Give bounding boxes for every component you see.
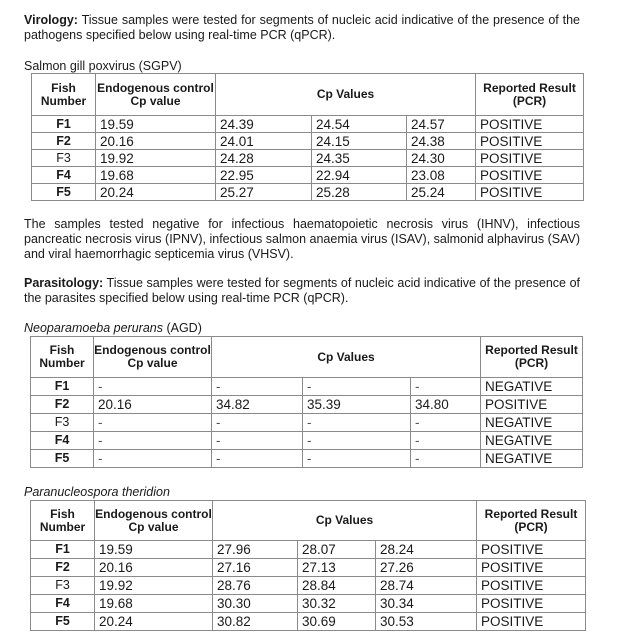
cp-value-3: 30.53: [376, 613, 477, 631]
cp-value-1: 24.39: [216, 116, 312, 133]
cp-value-1: -: [212, 414, 303, 432]
table-row: [31, 396, 583, 414]
header-endogenous-control: Endogenous control Cp value: [96, 74, 216, 116]
cp-value-1: 25.27: [216, 184, 312, 201]
endogenous-cp: -: [94, 432, 212, 450]
fish-number: F3: [31, 577, 95, 595]
cp-value-3: 24.57: [407, 116, 476, 133]
cp-value-3: -: [411, 450, 481, 468]
fish-number: F1: [31, 541, 95, 559]
reported-result: POSITIVE: [477, 613, 586, 631]
fish-number: F1: [31, 378, 94, 396]
virology-paragraph: [24, 13, 580, 43]
table-row: [31, 613, 586, 631]
parasitology-heading: Parasitology:: [24, 276, 104, 290]
cp-value-3: 24.30: [407, 150, 476, 167]
fish-number: F5: [31, 450, 94, 468]
reported-result: NEGATIVE: [481, 450, 583, 468]
reported-result: POSITIVE: [481, 396, 583, 414]
table-row: [32, 133, 584, 150]
cp-value-1: 27.96: [213, 541, 298, 559]
cp-value-2: 35.39: [303, 396, 411, 414]
endogenous-cp: 19.92: [95, 577, 213, 595]
reported-result: POSITIVE: [477, 541, 586, 559]
cp-value-2: 30.32: [298, 595, 376, 613]
reported-result: POSITIVE: [476, 133, 584, 150]
cp-value-3: -: [411, 432, 481, 450]
header-endogenous-control: Endogenous control Cp value: [94, 337, 212, 378]
endogenous-cp: 20.16: [94, 396, 212, 414]
header-cp-values: Cp Values: [212, 337, 481, 378]
endogenous-cp: 20.16: [96, 133, 216, 150]
endogenous-cp: 20.16: [95, 559, 213, 577]
endogenous-cp: 19.59: [96, 116, 216, 133]
cp-value-2: 28.84: [298, 577, 376, 595]
fish-number: F4: [32, 167, 96, 184]
header-reported-result: Reported Result (PCR): [477, 501, 586, 541]
fish-number: F4: [31, 595, 95, 613]
cp-value-1: -: [212, 432, 303, 450]
sgpv-results-table: [31, 73, 584, 201]
cp-value-3: 34.80: [411, 396, 481, 414]
endogenous-cp: 19.92: [96, 150, 216, 167]
cp-value-1: 24.28: [216, 150, 312, 167]
cp-value-3: 24.38: [407, 133, 476, 150]
table-row: [32, 150, 584, 167]
agd-caption-suffix: (AGD): [162, 321, 202, 335]
header-fish-number: Fish Number: [31, 501, 95, 541]
cp-value-2: 24.35: [312, 150, 407, 167]
fish-number: F3: [32, 150, 96, 167]
cp-value-3: 28.24: [376, 541, 477, 559]
table-row: [32, 167, 584, 184]
table-row: [31, 432, 583, 450]
cp-value-1: 27.16: [213, 559, 298, 577]
cp-value-1: 22.95: [216, 167, 312, 184]
fish-number: F2: [31, 559, 95, 577]
cp-value-3: 27.26: [376, 559, 477, 577]
fish-number: F5: [32, 184, 96, 201]
reported-result: POSITIVE: [477, 559, 586, 577]
parasitology-text: Tissue samples were tested for segments of nucleic acid indicative of the presence of the parasites specified below using real-time PCR (qPCR).: [24, 276, 580, 305]
fish-number: F5: [31, 613, 95, 631]
cp-value-2: -: [303, 432, 411, 450]
table-row: [31, 595, 586, 613]
reported-result: POSITIVE: [477, 595, 586, 613]
endogenous-cp: 19.68: [96, 167, 216, 184]
fish-number: F2: [32, 133, 96, 150]
table-row: [31, 450, 583, 468]
cp-value-3: 23.08: [407, 167, 476, 184]
endogenous-cp: -: [94, 414, 212, 432]
cp-value-2: 22.94: [312, 167, 407, 184]
cp-value-2: 25.28: [312, 184, 407, 201]
endogenous-cp: -: [94, 450, 212, 468]
header-reported-result: Reported Result (PCR): [481, 337, 583, 378]
cp-value-2: 30.69: [298, 613, 376, 631]
reported-result: POSITIVE: [476, 167, 584, 184]
negative-results-paragraph: The samples tested negative for infectious haematopoietic necrosis virus (IHNV), infectious pancreatic necrosis virus (IPNV), infectious salmon anaemia virus (ISAV), salmonid alphavirus (SAV) and viral haemorrhagic septicemia virus (VHSV).: [24, 217, 580, 261]
paranucleospora-results-table: [30, 500, 586, 631]
agd-species-name: Neoparamoeba perurans: [24, 321, 163, 335]
cp-value-1: 30.82: [213, 613, 298, 631]
header-cp-values: Cp Values: [213, 501, 477, 541]
table-row: [31, 559, 586, 577]
cp-value-2: -: [303, 378, 411, 396]
reported-result: POSITIVE: [476, 150, 584, 167]
agd-results-table: [30, 336, 583, 468]
endogenous-cp: -: [94, 378, 212, 396]
table-row: [32, 184, 584, 201]
cp-value-3: 28.74: [376, 577, 477, 595]
table-header-row: [31, 501, 586, 541]
endogenous-cp: 20.24: [96, 184, 216, 201]
fish-number: F1: [32, 116, 96, 133]
table-header-row: [32, 74, 584, 116]
reported-result: NEGATIVE: [481, 378, 583, 396]
cp-value-1: 34.82: [212, 396, 303, 414]
cp-value-1: -: [212, 450, 303, 468]
paranucleospora-species-name: Paranucleospora theridion: [24, 485, 170, 499]
parasitology-paragraph: [24, 276, 580, 306]
fish-number: F2: [31, 396, 94, 414]
cp-value-2: 24.15: [312, 133, 407, 150]
virology-heading: Virology:: [24, 13, 78, 27]
endogenous-cp: 19.68: [95, 595, 213, 613]
cp-value-3: 25.24: [407, 184, 476, 201]
table-row: [31, 414, 583, 432]
reported-result: NEGATIVE: [481, 432, 583, 450]
cp-value-3: -: [411, 414, 481, 432]
agd-caption: [24, 321, 202, 335]
fish-number: F4: [31, 432, 94, 450]
endogenous-cp: 20.24: [95, 613, 213, 631]
cp-value-3: 30.34: [376, 595, 477, 613]
table-row: [31, 541, 586, 559]
cp-value-2: -: [303, 414, 411, 432]
table-header-row: [31, 337, 583, 378]
reported-result: POSITIVE: [477, 577, 586, 595]
cp-value-1: -: [212, 378, 303, 396]
fish-number: F3: [31, 414, 94, 432]
cp-value-2: 27.13: [298, 559, 376, 577]
table-row: [31, 577, 586, 595]
cp-value-2: 28.07: [298, 541, 376, 559]
reported-result: POSITIVE: [476, 184, 584, 201]
cp-value-1: 30.30: [213, 595, 298, 613]
header-fish-number: Fish Number: [32, 74, 96, 116]
header-endogenous-control: Endogenous control Cp value: [95, 501, 213, 541]
header-reported-result: Reported Result (PCR): [476, 74, 584, 116]
cp-value-2: 24.54: [312, 116, 407, 133]
header-cp-values: Cp Values: [216, 74, 476, 116]
paranucleospora-caption: [24, 485, 170, 499]
virology-text: Tissue samples were tested for segments of nucleic acid indicative of the presence of the pathogens specified below using real-time PCR (qPCR).: [24, 13, 580, 42]
endogenous-cp: 19.59: [95, 541, 213, 559]
cp-value-1: 24.01: [216, 133, 312, 150]
sgpv-caption: Salmon gill poxvirus (SGPV): [24, 59, 182, 73]
table-row: [31, 378, 583, 396]
header-fish-number: Fish Number: [31, 337, 94, 378]
reported-result: NEGATIVE: [481, 414, 583, 432]
cp-value-2: -: [303, 450, 411, 468]
cp-value-3: -: [411, 378, 481, 396]
cp-value-1: 28.76: [213, 577, 298, 595]
reported-result: POSITIVE: [476, 116, 584, 133]
table-row: [32, 116, 584, 133]
